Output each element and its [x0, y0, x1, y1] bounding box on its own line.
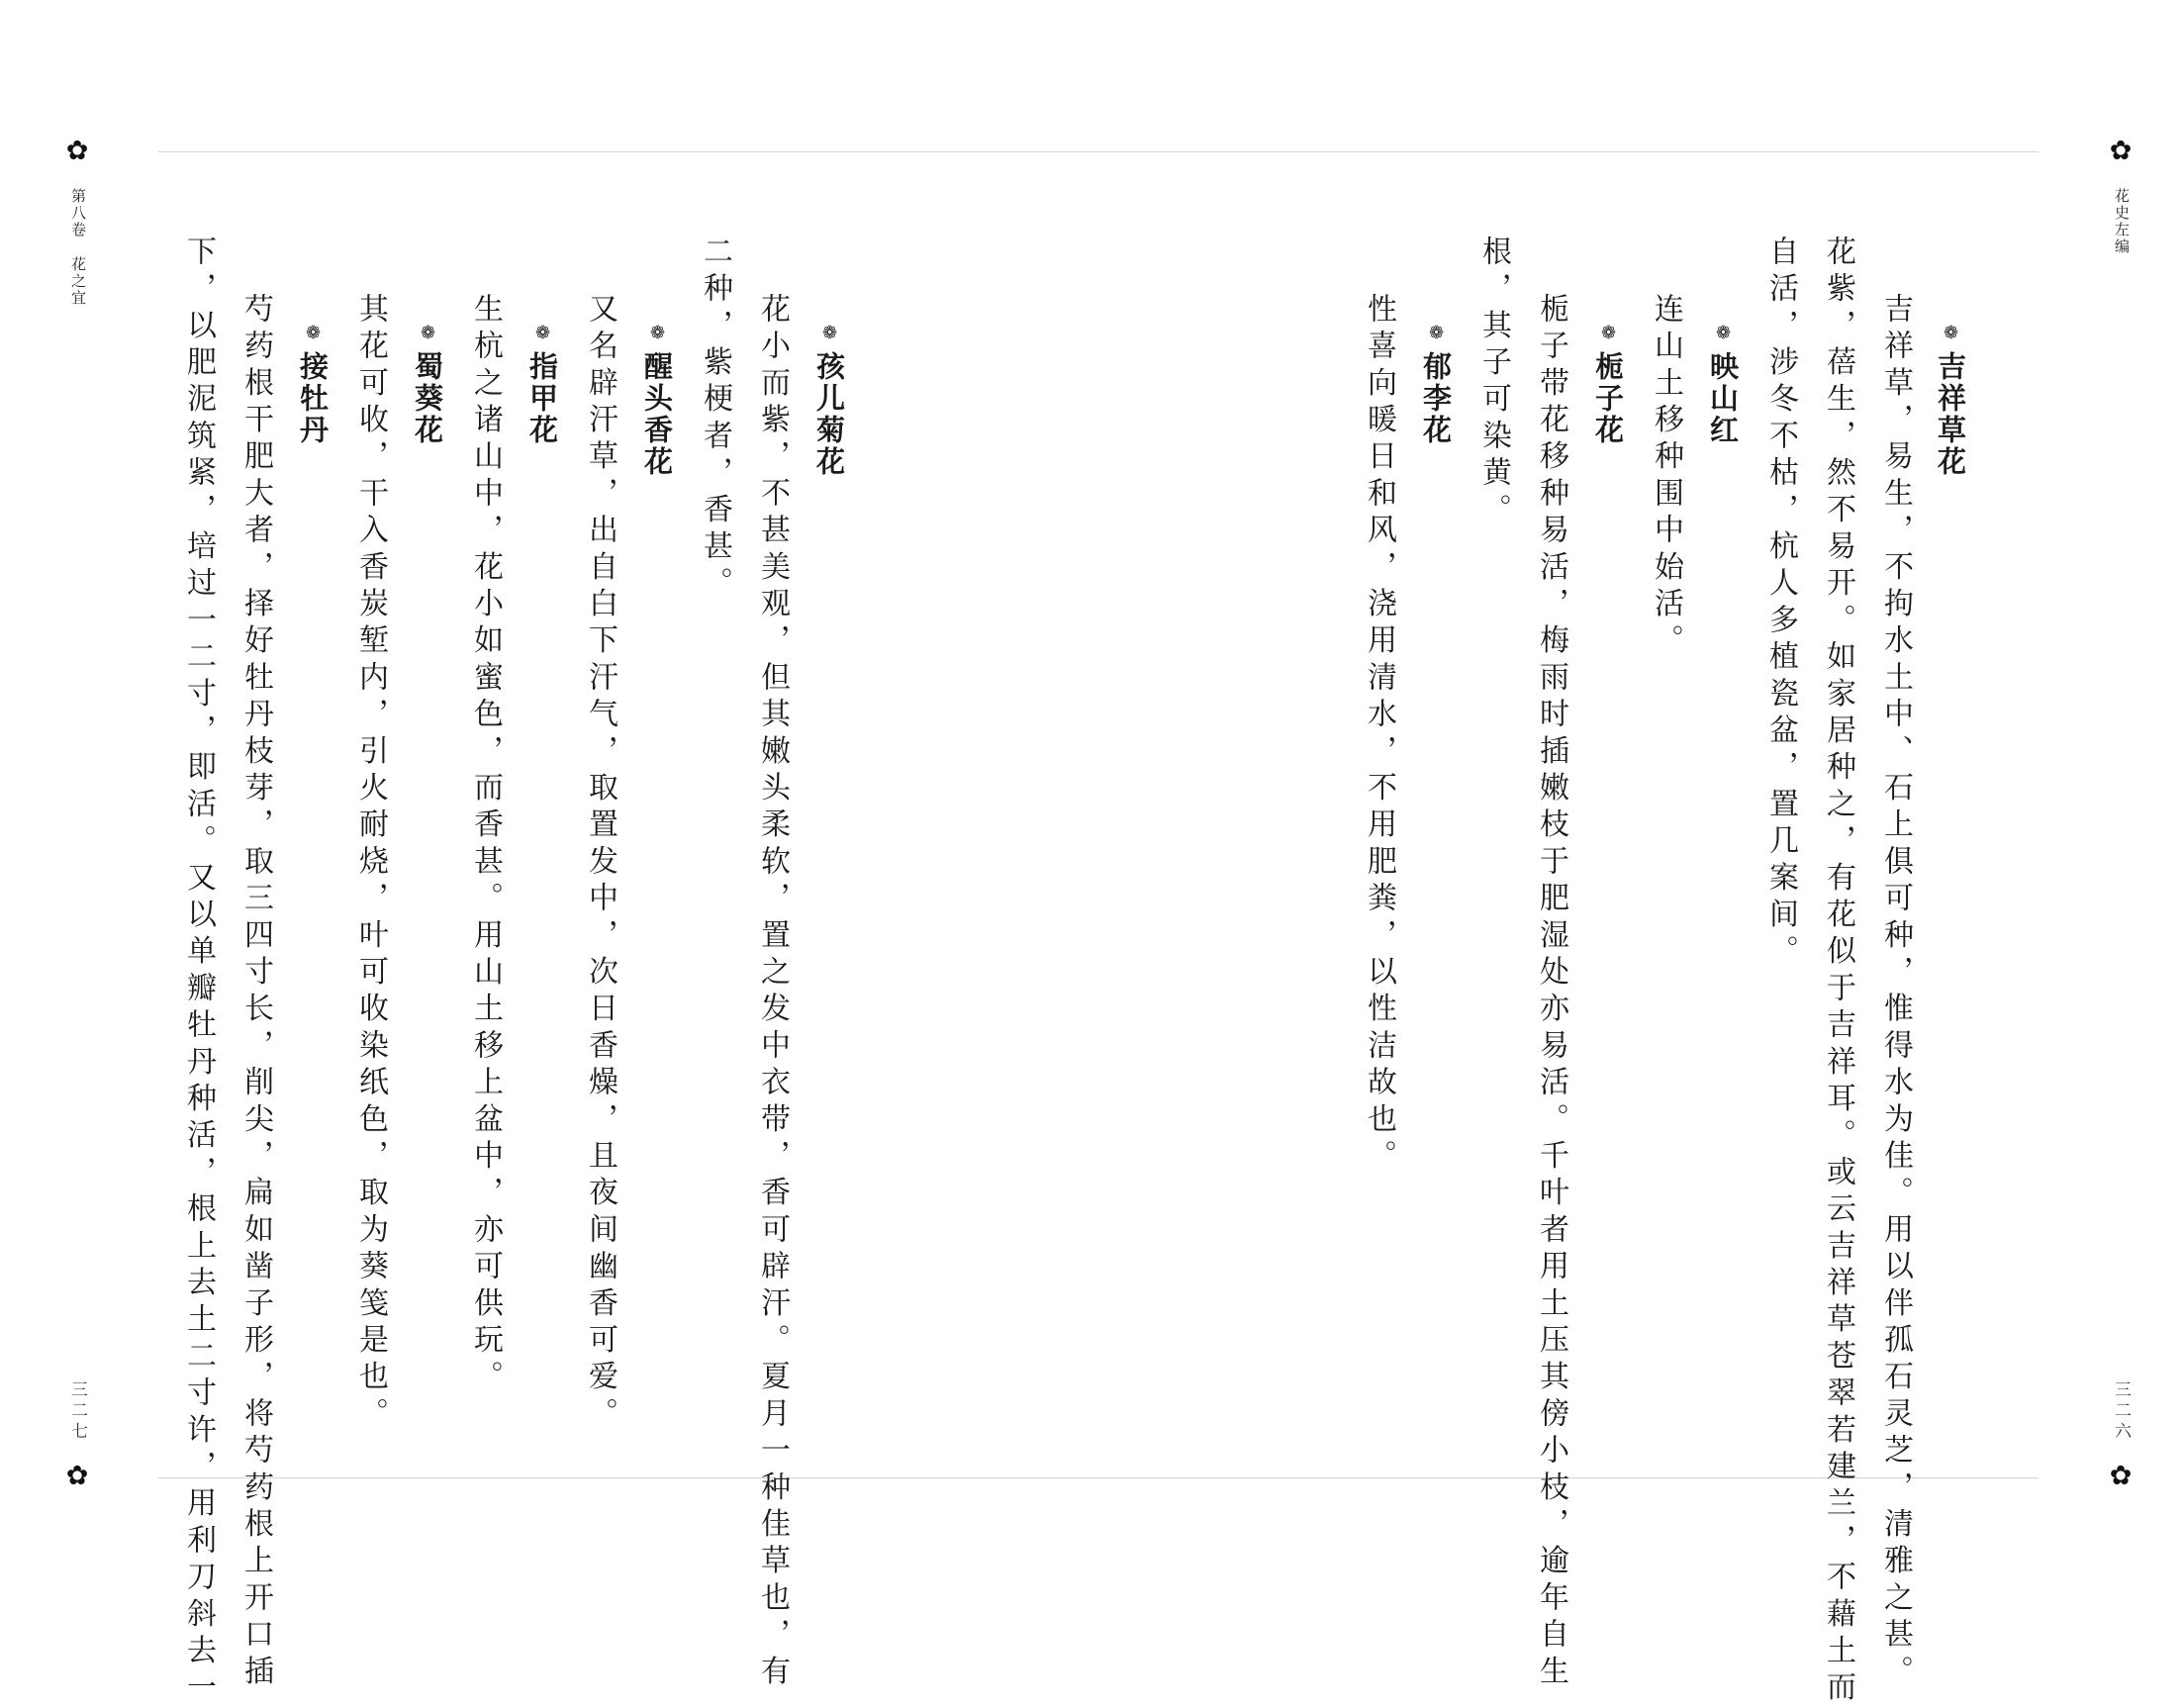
entry-heading — [525, 323, 559, 446]
entry-heading — [296, 323, 330, 446]
bullet-icon: ❁ — [819, 323, 840, 346]
heading-text: 醒头香花 — [640, 351, 674, 478]
bullet-icon: ❁ — [1598, 323, 1619, 346]
bullet-icon: ❁ — [303, 323, 324, 346]
bullet-icon: ❁ — [647, 323, 668, 346]
flower-ornament-icon: ✿ — [2109, 136, 2133, 166]
bullet-icon: ❁ — [532, 323, 553, 346]
page-number-right: 三二六 — [2111, 1380, 2131, 1443]
text-column: 又名辟汗草，出自白下汗气，取置发中，次日香燥，且夜间幽香可爱。 — [583, 293, 617, 1435]
volume-label: 第八卷 — [69, 188, 87, 238]
text-column: 连山土移种围中始活。 — [1649, 293, 1683, 661]
text-column: 性喜向暖日和风，浇用清水，不用肥粪，以性洁故也。 — [1362, 293, 1396, 1177]
text-column: 花小而紫，不甚美观，但其嫩头柔软，置之发中衣带，香可辟汗。夏月一种佳草也，有 — [755, 293, 790, 1692]
section-label: 花之宜 — [69, 256, 87, 307]
flower-ornament-icon: ✿ — [65, 136, 89, 166]
book-title: 花史左编 — [2113, 188, 2131, 255]
entry-heading — [1934, 323, 1967, 478]
bottom-rule — [158, 1477, 2039, 1478]
heading-text: 孩儿菊花 — [812, 351, 846, 478]
text-column: 下，以肥泥筑紧，培过一二寸，即活。又以单瓣牡丹种活，根上去土二寸许，用利刀斜去一 — [181, 236, 216, 1708]
page-number-left: 三二七 — [67, 1380, 87, 1443]
entry-heading — [1706, 323, 1740, 446]
entry-heading — [1419, 323, 1453, 446]
heading-text: 蜀葵花 — [411, 351, 444, 446]
bullet-icon: ❁ — [1713, 323, 1734, 346]
text-column: 其花可收，干入香炭堑内，引火耐烧，叶可收染纸色，取为葵笺是也。 — [353, 293, 388, 1435]
bullet-icon: ❁ — [1426, 323, 1447, 346]
entry-heading — [411, 323, 444, 446]
heading-text: 映山红 — [1706, 351, 1740, 446]
top-rule — [158, 151, 2039, 152]
text-column: 根，其子可染黄。 — [1476, 236, 1511, 530]
text-column: 二种，紫梗者，香甚。 — [698, 236, 732, 604]
text-column: 吉祥草，易生，不拘水土中、石上俱可种，惟得水为佳。用以伴孤石灵芝，清雅之甚。 — [1878, 293, 1913, 1692]
running-head-left — [70, 188, 85, 307]
text-column: 栀子带花移种易活，梅雨时插嫩枝于肥湿处亦易活。千叶者用土压其傍小枝，逾年自生 — [1534, 293, 1568, 1692]
text-column: 生杭之诸山中，花小如蜜色，而香甚。用山土移上盆中，亦可供玩。 — [468, 293, 503, 1397]
heading-text: 指甲花 — [525, 351, 559, 446]
text-column: 芍药根干肥大者，择好牡丹枝芽，取三四寸长，削尖，扁如凿子形，将芍药根上开口插 — [238, 293, 273, 1692]
entry-heading — [1591, 323, 1625, 446]
bullet-icon: ❁ — [1941, 323, 1961, 346]
text-column: 花紫，蓓生，然不易开。如家居种之，有花似于吉祥耳。或云吉祥草苍翠若建兰，不藉土而 — [1821, 236, 1855, 1708]
flower-ornament-icon: ✿ — [65, 1461, 89, 1491]
running-head-right — [2114, 188, 2129, 255]
flower-ornament-icon: ✿ — [2109, 1461, 2133, 1491]
text-column: 自活，涉冬不枯，杭人多植瓷盆，置几案间。 — [1763, 236, 1798, 972]
entry-heading — [812, 323, 846, 478]
bullet-icon: ❁ — [418, 323, 438, 346]
heading-text: 郁李花 — [1419, 351, 1453, 446]
heading-text: 吉祥草花 — [1934, 351, 1967, 478]
heading-text: 栀子花 — [1591, 351, 1625, 446]
heading-text: 接牡丹 — [296, 351, 330, 446]
entry-heading — [640, 323, 674, 478]
